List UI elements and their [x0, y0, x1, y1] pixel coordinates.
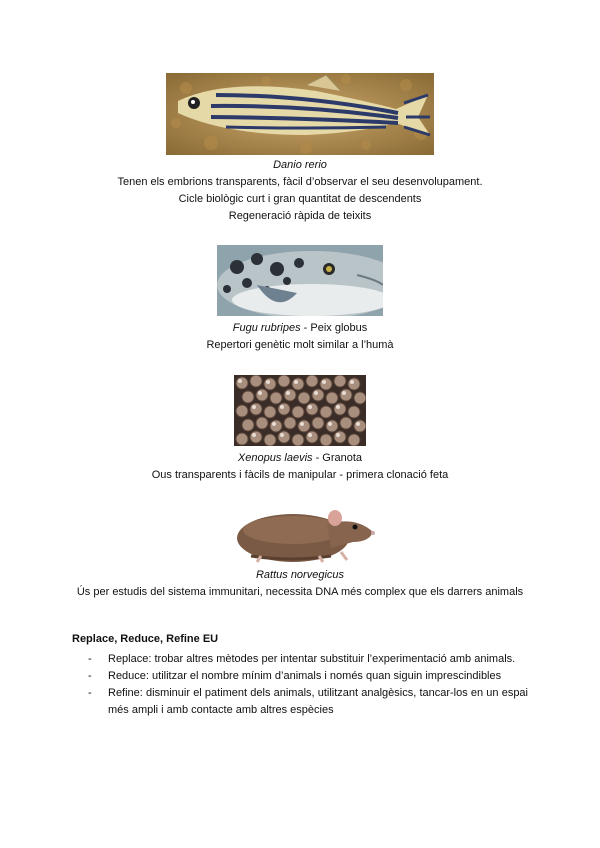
bullet-text: Reduce: utilitzar el nombre mínim d’animals i només quan siguin imprescindibles — [108, 670, 502, 682]
pufferfish-icon — [217, 245, 383, 316]
bullet-reduce — [88, 668, 528, 685]
bullet-replace — [88, 651, 528, 668]
species-desc-1-line1: Tenen els embrions transparents, fàcil d’observar el seu desenvolupament. — [117, 176, 483, 188]
zebrafish-image — [166, 73, 434, 155]
species-name-4: Rattus norvegicus — [255, 569, 345, 581]
species-name-2: Fugu rubripes — [232, 322, 301, 334]
species-desc-1-line3: Regeneració ràpida de teixits — [228, 210, 372, 222]
bullet-text: Replace: trobar altres mètodes per intentar substituir l’experimentació amb animals. — [108, 653, 516, 665]
rat-image — [231, 502, 377, 564]
bullet-refine — [88, 685, 528, 719]
section-title: Replace, Reduce, Refine EU — [72, 633, 219, 645]
zebrafish-icon — [166, 73, 434, 155]
species-desc-1-line2: Cicle biològic curt i gran quantitat de descendents — [178, 193, 422, 205]
pufferfish-image — [217, 245, 383, 316]
species-name-1: Danio rerio — [273, 159, 327, 171]
species-desc-4-line1: Ús per estudis del sistema immunitari, necessita DNA més complex que els darrers animals — [76, 586, 524, 598]
bullet-dash: - — [88, 687, 92, 699]
bullet-list — [88, 651, 528, 719]
bullet-dash: - — [88, 670, 92, 682]
species-name-3: Xenopus laevis — [237, 452, 313, 464]
species-common-3: - Granota — [312, 452, 363, 464]
species-title-2 — [0, 320, 600, 337]
frog-eggs-icon — [234, 375, 366, 446]
rat-icon — [231, 502, 377, 564]
species-desc-2-line1: Repertori genètic molt similar a l’humà — [206, 339, 394, 351]
bullet-text: Refine: disminuir el patiment dels animals, utilitzant analgèsics, tancar-los en un espai més ampli i amb contacte amb altres espècies — [108, 687, 528, 716]
frog-eggs-image — [234, 375, 366, 446]
bullet-dash: - — [88, 653, 92, 665]
species-title-3 — [0, 450, 600, 467]
species-desc-3-line1: Ous transparents i fàcils de manipular - primera clonació feta — [151, 469, 449, 481]
species-common-2: - Peix globus — [300, 322, 368, 334]
